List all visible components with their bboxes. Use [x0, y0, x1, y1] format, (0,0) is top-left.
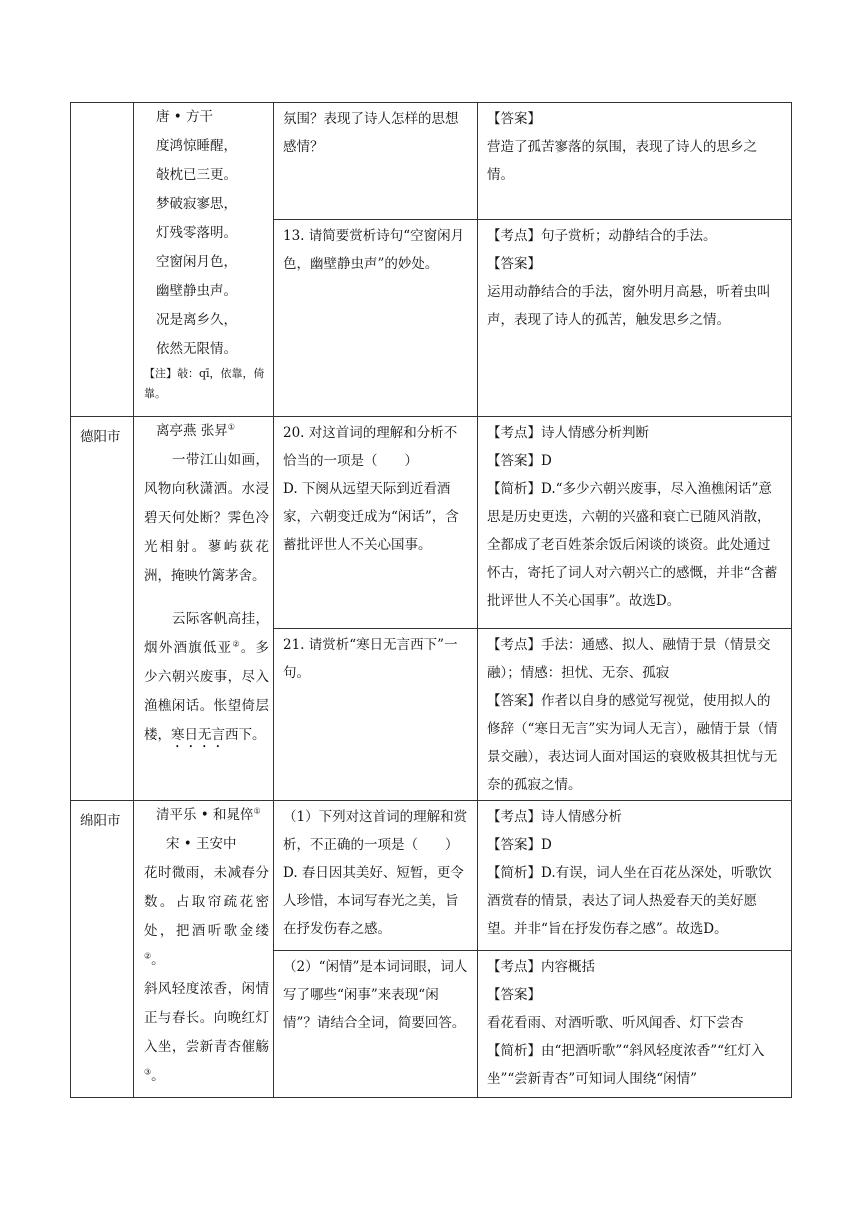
- answer-line: 【答案】: [487, 987, 541, 1003]
- poem-cell: [134, 417, 274, 801]
- question-cell: （2）“闲情”是本词词眼，词人写了哪些“闲事”来表现“闲情”？请结合全词，简要回答。: [274, 951, 478, 1098]
- question-cell: 21. 请赏析“寒日无言西下”一句。: [274, 629, 478, 801]
- answer-line: 【考点】诗人情感分析判断: [487, 425, 649, 441]
- answer-line: 【答案】D: [487, 453, 552, 469]
- answer-line: 运用动静结合的手法，窗外明月高悬，听着虫叫声，表现了诗人的孤苦，触发思乡之情。: [487, 284, 771, 328]
- poem-line: 敧枕已三更。: [156, 167, 237, 183]
- answer-line: 【考点】手法：通感、拟人、融情于景（情景交融）；情感：担忧、无奈、孤寂: [487, 637, 771, 681]
- answer-line: 【简析】由“把酒听歌”“斜风轻度浓香”“红灯入坐”“尝新青杏”可知词人围绕“闲情”: [487, 1043, 765, 1087]
- poem-note: 【注】敧：qī，依靠，倚靠。: [144, 367, 265, 400]
- answer-line: 【考点】诗人情感分析: [487, 809, 622, 825]
- answer-line: 【答案】: [487, 256, 541, 272]
- poem-line: 幽壁静虫声。: [156, 283, 237, 299]
- question-cell: 13. 请简要赏析诗句“空窗闲月色，幽壁静虫声”的妙处。: [274, 220, 478, 417]
- poem-paragraph: 斜风轻度浓香，闲情正与春长。向晚红灯入坐，尝新青杏催觞③。: [144, 981, 269, 1084]
- answer-line: 【简析】D.有误，词人坐在百花丛深处，听歌饮酒赏春的情景，表达了词人热爱春天的美好愿望。并非“旨在抒发伤春之感”。故选D。: [487, 865, 772, 937]
- question-cell: 20. 对这首词的理解和分析不恰当的一项是（ ） D. 下阕从远望天际到近看酒家，六朝变迁成为“闲话”，含蓄批评世人不关心国事。: [274, 417, 478, 629]
- poem-cell: [134, 801, 274, 1098]
- answer-table: [70, 102, 792, 1098]
- answer-line: 【答案】D: [487, 837, 552, 853]
- poem-line: 度鸿惊睡醒，: [156, 138, 237, 154]
- answer-line: 【简析】D.“多少六朝兴废事，尽入渔樵闲话”意思是历史更迭，六朝的兴盛和衰亡已随风消散，全都成了老百姓茶余饭后闲谈的谈资。此处通过怀古，寄托了词人对六朝兴亡的感慨，并非“含蓄批评世人不关心国事”。故选D。: [487, 481, 778, 609]
- poem-paragraph: 花时微雨，未减春分数。占取帘疏花密处，把酒听歌金缕②。: [144, 865, 269, 968]
- answer-line: 看花看雨、对酒听歌、听风闻香、灯下尝杏: [487, 1015, 744, 1031]
- poem-line: 梦破寂寥思，: [156, 196, 237, 212]
- answer-line: 【答案】作者以自身的感觉写视觉，使用拟人的修辞（“寒日无言”实为词人无言），融情于景（情景交融），表达词人面对国运的衰败极其担忧与无奈的孤寂之情。: [487, 693, 778, 793]
- question-cell: （1）下列对这首词的理解和赏析，不正确的一项是（ ） D. 春日因其美好、短暂，更令人珍惜，本词写春光之美，旨在抒发伤春之感。: [274, 801, 478, 951]
- poem-paragraph: 一带江山如画，风物向秋潇洒。水浸碧天何处断？霁色冷光相射。蓼屿荻花洲，掩映竹篱茅舍。: [144, 452, 269, 584]
- poem-paragraph: 云际客帆高挂，烟外酒旗低亚②。多少六朝兴废事，尽入渔樵闲话。怅望倚层楼，寒日无言西下。: [144, 611, 270, 743]
- poem-title: 清平乐 • 和晁倅①: [156, 806, 261, 823]
- poem-author: 宋 • 王安中: [166, 836, 237, 852]
- city-cell: 绵阳市: [71, 801, 134, 1098]
- answer-line: 【考点】内容概括: [487, 959, 595, 975]
- poem-line: 况是离乡久，: [156, 312, 237, 328]
- poem-line: 空窗闲月色，: [156, 254, 237, 270]
- poem-line: 依然无限情。: [156, 341, 237, 357]
- answer-line: 【考点】句子赏析；动静结合的手法。: [487, 228, 717, 244]
- poem-line: 灯残零落明。: [156, 225, 237, 241]
- city-cell: [71, 103, 134, 417]
- question-cell: 氛围？表现了诗人怎样的思想感情？: [274, 103, 478, 220]
- answer-cell: [478, 629, 792, 801]
- answer-cell: [478, 103, 792, 220]
- answer-line: 营造了孤苦寥落的氛围，表现了诗人的思乡之情。: [487, 139, 757, 183]
- poem-line: 唐 • 方干: [156, 109, 214, 125]
- answer-cell: [478, 801, 792, 951]
- answer-cell: [478, 220, 792, 417]
- poem-cell: [134, 103, 274, 417]
- answer-line: 【答案】: [487, 111, 541, 127]
- answer-cell: [478, 417, 792, 629]
- city-cell: 德阳市: [71, 417, 134, 801]
- answer-cell: [478, 951, 792, 1098]
- poem-title: 离亭燕 张昇①: [156, 422, 235, 439]
